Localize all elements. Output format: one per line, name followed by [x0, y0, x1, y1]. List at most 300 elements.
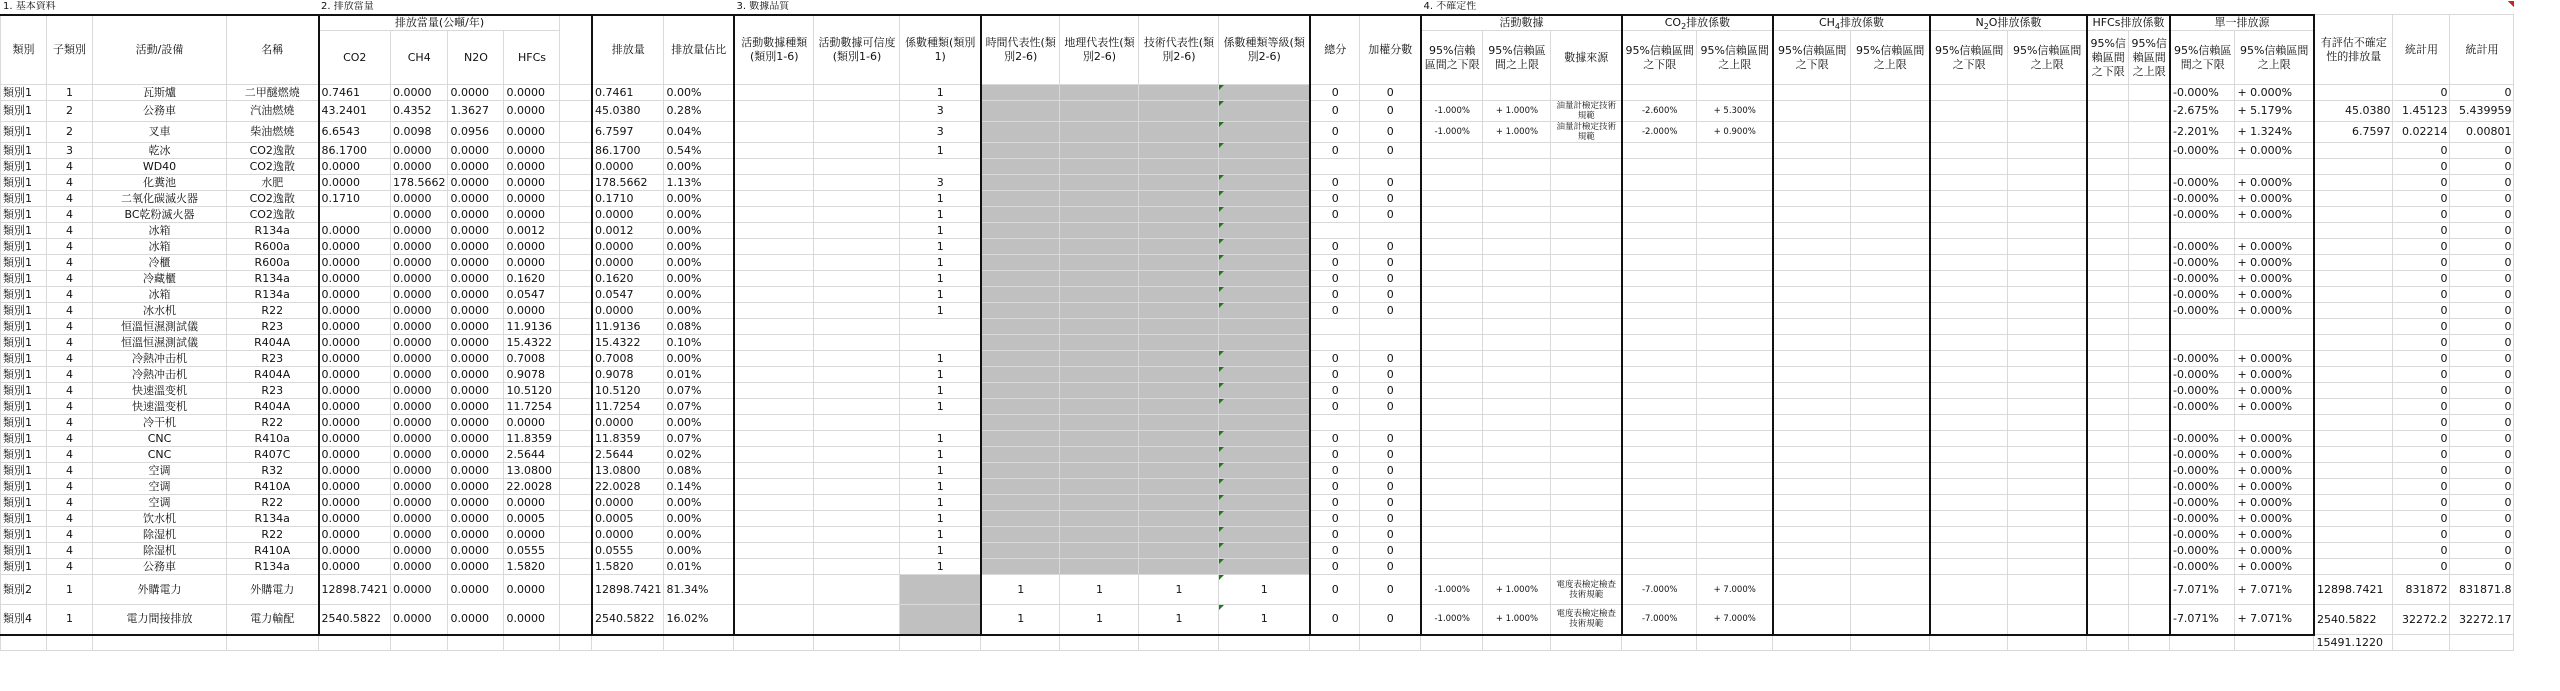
- cell-src[interactable]: [1551, 431, 1622, 447]
- cell-src[interactable]: [1551, 207, 1622, 223]
- empty-cell[interactable]: [2129, 85, 2170, 101]
- cell-fhi[interactable]: [1697, 319, 1773, 335]
- cell-shi[interactable]: + 0.000%: [2235, 559, 2314, 575]
- cell-sub[interactable]: 3: [47, 143, 93, 159]
- cell-factor-type[interactable]: 1: [900, 479, 981, 495]
- cell-sub[interactable]: 1: [47, 85, 93, 101]
- cell-total[interactable]: 0.0000: [592, 495, 664, 511]
- empty-cell[interactable]: [1930, 239, 2008, 255]
- empty-cell[interactable]: [1773, 239, 1851, 255]
- cell-ch4[interactable]: 0.0000: [390, 159, 448, 175]
- empty-cell[interactable]: [2087, 239, 2129, 255]
- cell-name[interactable]: R22: [227, 527, 319, 543]
- cell-lo[interactable]: [1421, 463, 1483, 479]
- cell-ch4[interactable]: 0.0000: [390, 605, 448, 635]
- empty-cell[interactable]: [1851, 605, 1930, 635]
- cell-flo[interactable]: [1622, 223, 1697, 239]
- cell-hfc[interactable]: 0.0000: [504, 255, 560, 271]
- cell-activity-type[interactable]: [734, 511, 814, 527]
- cell-s1[interactable]: 0: [2393, 143, 2450, 159]
- empty-cell[interactable]: [2087, 191, 2129, 207]
- cell-weighted[interactable]: 0: [1360, 431, 1421, 447]
- cell-score[interactable]: 0: [1310, 399, 1360, 415]
- empty-cell[interactable]: [2129, 559, 2170, 575]
- cell-flo[interactable]: [1622, 415, 1697, 431]
- cell-hi[interactable]: [1483, 175, 1551, 191]
- cell-act[interactable]: 快速溫变机: [93, 383, 227, 399]
- empty-cell[interactable]: [1851, 175, 1930, 191]
- cell-cat[interactable]: 類別1: [1, 511, 47, 527]
- cell-hi[interactable]: [1483, 415, 1551, 431]
- cell-ch4[interactable]: 0.0000: [390, 335, 448, 351]
- cell-sub[interactable]: 4: [47, 399, 93, 415]
- header-upper95[interactable]: 95%信賴區間之上限: [1851, 31, 1930, 85]
- empty-cell[interactable]: [1930, 431, 2008, 447]
- empty-cell[interactable]: [2129, 351, 2170, 367]
- cell-total[interactable]: 0.0000: [592, 159, 664, 175]
- cell-activity-type[interactable]: [734, 367, 814, 383]
- cell-fhi[interactable]: [1697, 255, 1773, 271]
- cell-src[interactable]: 油量計檢定技術規範: [1551, 101, 1622, 122]
- header-lower95[interactable]: 95%信賴區間之下限: [1773, 31, 1851, 85]
- gray-cell[interactable]: [1219, 207, 1310, 223]
- empty-cell[interactable]: [1851, 271, 1930, 287]
- cell-fhi[interactable]: [1697, 543, 1773, 559]
- cell-s1[interactable]: 0: [2393, 559, 2450, 575]
- footer-total[interactable]: 15491.1220: [2314, 635, 2393, 651]
- cell-sc[interactable]: 0: [1310, 605, 1360, 635]
- cell-flo[interactable]: -2.600%: [1622, 101, 1697, 122]
- cell-cat[interactable]: 類別4: [1, 605, 47, 635]
- gray-cell[interactable]: [1219, 383, 1310, 399]
- cell-sub[interactable]: 4: [47, 303, 93, 319]
- cell-ch4[interactable]: 0.0000: [390, 575, 448, 605]
- cell-shi[interactable]: + 0.000%: [2235, 287, 2314, 303]
- cell-hi[interactable]: [1483, 85, 1551, 101]
- cell-activity-trust[interactable]: [814, 319, 900, 335]
- cell-total[interactable]: 15.4322: [592, 335, 664, 351]
- cell-share[interactable]: 0.01%: [664, 367, 734, 383]
- cell-name[interactable]: R23: [227, 319, 319, 335]
- cell-cat[interactable]: 類別1: [1, 223, 47, 239]
- cell-n2o[interactable]: 0.0000: [448, 527, 504, 543]
- cell-co2[interactable]: 0.0000: [319, 383, 391, 399]
- cell-factor-type[interactable]: 1: [900, 559, 981, 575]
- header-co2[interactable]: CO2: [319, 31, 391, 85]
- empty-cell[interactable]: [1773, 271, 1851, 287]
- empty-cell[interactable]: [2087, 367, 2129, 383]
- cell-lo[interactable]: [1421, 543, 1483, 559]
- cell-name[interactable]: R410A: [227, 543, 319, 559]
- cell-co2[interactable]: 12898.7421: [319, 575, 391, 605]
- cell-s2[interactable]: 0: [2450, 479, 2514, 495]
- empty-cell[interactable]: [2087, 543, 2129, 559]
- cell-flo[interactable]: -7.000%: [1622, 575, 1697, 605]
- cell-co2[interactable]: 0.0000: [319, 543, 391, 559]
- cell-ch4[interactable]: 0.0000: [390, 191, 448, 207]
- cell-hi[interactable]: [1483, 159, 1551, 175]
- cell-activity-type[interactable]: [734, 319, 814, 335]
- empty-cell[interactable]: [2008, 255, 2087, 271]
- cell-share[interactable]: 0.00%: [664, 415, 734, 431]
- cell-name[interactable]: R134a: [227, 559, 319, 575]
- cell-name[interactable]: 柴油燃燒: [227, 122, 319, 143]
- cell-ev[interactable]: [2314, 85, 2393, 101]
- empty-cell[interactable]: [2129, 159, 2170, 175]
- cell-score[interactable]: 0: [1310, 511, 1360, 527]
- cell-flo[interactable]: [1622, 543, 1697, 559]
- cell-cat[interactable]: 類別1: [1, 415, 47, 431]
- cell-hfc[interactable]: 0.0547: [504, 287, 560, 303]
- empty-cell[interactable]: [319, 635, 391, 651]
- empty-cell[interactable]: [2087, 383, 2129, 399]
- cell-co2[interactable]: 0.0000: [319, 159, 391, 175]
- cell-score[interactable]: 0: [1310, 287, 1360, 303]
- cell-cat[interactable]: 類別1: [1, 287, 47, 303]
- cell-s1[interactable]: 831872: [2393, 575, 2450, 605]
- header-stat1[interactable]: 統計用: [2393, 15, 2450, 85]
- cell-ch4[interactable]: 0.0000: [390, 399, 448, 415]
- cell-s2[interactable]: 0: [2450, 351, 2514, 367]
- gray-cell[interactable]: [1139, 415, 1219, 431]
- cell-hfc[interactable]: 0.0555: [504, 543, 560, 559]
- cell-slo[interactable]: -0.000%: [2170, 175, 2235, 191]
- cell-sub[interactable]: 4: [47, 159, 93, 175]
- gray-cell[interactable]: [1139, 271, 1219, 287]
- cell-total[interactable]: 0.0547: [592, 287, 664, 303]
- cell-factor-type[interactable]: [900, 319, 981, 335]
- cell-n2o[interactable]: 0.0956: [448, 122, 504, 143]
- cell-flo[interactable]: [1622, 463, 1697, 479]
- cell-ev[interactable]: [2314, 159, 2393, 175]
- empty-cell[interactable]: [734, 635, 814, 651]
- empty-cell[interactable]: [1773, 122, 1851, 143]
- cell-n2o[interactable]: 0.0000: [448, 255, 504, 271]
- empty-cell[interactable]: [1930, 351, 2008, 367]
- cell-activity-type[interactable]: [734, 559, 814, 575]
- cell-fhi[interactable]: + 7.000%: [1697, 575, 1773, 605]
- cell-factor-type[interactable]: 1: [900, 495, 981, 511]
- empty-cell[interactable]: [1930, 223, 2008, 239]
- cell-s2[interactable]: 0: [2450, 415, 2514, 431]
- cell-act[interactable]: BC乾粉滅火器: [93, 207, 227, 223]
- empty-cell[interactable]: [2008, 399, 2087, 415]
- cell-fhi[interactable]: [1697, 495, 1773, 511]
- cell-co2[interactable]: 0.1710: [319, 191, 391, 207]
- empty-cell[interactable]: [560, 559, 592, 575]
- cell-n2o[interactable]: 0.0000: [448, 191, 504, 207]
- cell-score[interactable]: 0: [1310, 101, 1360, 122]
- empty-cell[interactable]: [560, 495, 592, 511]
- empty-cell[interactable]: [814, 635, 900, 651]
- cell-slo[interactable]: -0.000%: [2170, 239, 2235, 255]
- cell-ch4[interactable]: 0.0000: [390, 143, 448, 159]
- gray-cell[interactable]: [981, 122, 1060, 143]
- cell-ch4[interactable]: 0.0000: [390, 559, 448, 575]
- cell-ev[interactable]: [2314, 399, 2393, 415]
- cell-s2[interactable]: 0: [2450, 319, 2514, 335]
- empty-cell[interactable]: [1773, 143, 1851, 159]
- gray-cell[interactable]: [1060, 175, 1139, 191]
- gray-cell[interactable]: [981, 431, 1060, 447]
- cell-lo[interactable]: [1421, 511, 1483, 527]
- cell-total[interactable]: 0.0555: [592, 543, 664, 559]
- cell-act[interactable]: WD40: [93, 159, 227, 175]
- empty-cell[interactable]: [560, 191, 592, 207]
- empty-cell[interactable]: [560, 271, 592, 287]
- gray-cell[interactable]: [981, 495, 1060, 511]
- cell-total[interactable]: 0.1620: [592, 271, 664, 287]
- header-ch4-factor[interactable]: [1773, 15, 1930, 31]
- cell-total[interactable]: 6.7597: [592, 122, 664, 143]
- gray-cell[interactable]: [1060, 303, 1139, 319]
- gray-cell[interactable]: [981, 351, 1060, 367]
- gray-cell[interactable]: [1060, 319, 1139, 335]
- empty-cell[interactable]: [560, 447, 592, 463]
- empty-cell[interactable]: [2129, 635, 2170, 651]
- cell-factor-type[interactable]: 1: [900, 255, 981, 271]
- cell-n2o[interactable]: 1.3627: [448, 101, 504, 122]
- gray-cell[interactable]: [1219, 335, 1310, 351]
- cell-name[interactable]: R134a: [227, 511, 319, 527]
- cell-cat[interactable]: 類別1: [1, 207, 47, 223]
- empty-cell[interactable]: [1851, 319, 1930, 335]
- cell-shi[interactable]: + 7.071%: [2235, 575, 2314, 605]
- header-upper95[interactable]: 95%信賴區間之上限: [1697, 31, 1773, 85]
- cell-slo[interactable]: -0.000%: [2170, 271, 2235, 287]
- empty-cell[interactable]: [2087, 255, 2129, 271]
- cell-src[interactable]: 油量計檢定技術規範: [1551, 122, 1622, 143]
- empty-cell[interactable]: [1930, 383, 2008, 399]
- cell-share[interactable]: 0.14%: [664, 479, 734, 495]
- cell-factor-type[interactable]: 1: [900, 207, 981, 223]
- gray-cell[interactable]: [1219, 271, 1310, 287]
- cell-hi[interactable]: [1483, 511, 1551, 527]
- cell-flo[interactable]: [1622, 447, 1697, 463]
- cell-cat[interactable]: 類別1: [1, 239, 47, 255]
- cell-slo[interactable]: -0.000%: [2170, 543, 2235, 559]
- cell-flo[interactable]: [1622, 271, 1697, 287]
- cell-act[interactable]: 冷藏櫃: [93, 271, 227, 287]
- cell-ch4[interactable]: 0.0000: [390, 287, 448, 303]
- empty-cell[interactable]: [560, 431, 592, 447]
- empty-cell[interactable]: [1773, 367, 1851, 383]
- empty-cell[interactable]: [2008, 85, 2087, 101]
- cell-activity-type[interactable]: [734, 431, 814, 447]
- empty-cell[interactable]: [1851, 635, 1930, 651]
- gray-cell[interactable]: [1139, 159, 1219, 175]
- empty-cell[interactable]: [1851, 399, 1930, 415]
- cell-slo[interactable]: -0.000%: [2170, 447, 2235, 463]
- gray-cell[interactable]: [981, 303, 1060, 319]
- gray-cell[interactable]: [1139, 479, 1219, 495]
- empty-cell[interactable]: [1851, 559, 1930, 575]
- empty-cell[interactable]: [2129, 479, 2170, 495]
- cell-fhi[interactable]: [1697, 527, 1773, 543]
- empty-cell[interactable]: [1930, 447, 2008, 463]
- cell-slo[interactable]: -0.000%: [2170, 191, 2235, 207]
- cell-s1[interactable]: 0: [2393, 415, 2450, 431]
- empty-cell[interactable]: [2008, 101, 2087, 122]
- gray-cell[interactable]: [1219, 479, 1310, 495]
- cell-flo[interactable]: [1622, 431, 1697, 447]
- cell-s2[interactable]: 0: [2450, 239, 2514, 255]
- cell-src[interactable]: [1551, 383, 1622, 399]
- empty-cell[interactable]: [2087, 271, 2129, 287]
- cell-lo[interactable]: [1421, 223, 1483, 239]
- cell-hfc[interactable]: 13.0800: [504, 463, 560, 479]
- cell-ev[interactable]: [2314, 271, 2393, 287]
- header-co2-factor[interactable]: [1622, 15, 1773, 31]
- cell-factor-type[interactable]: [900, 335, 981, 351]
- empty-cell[interactable]: [1773, 207, 1851, 223]
- cell-fhi[interactable]: [1697, 479, 1773, 495]
- cell-lo[interactable]: [1421, 143, 1483, 159]
- empty-cell[interactable]: [1930, 191, 2008, 207]
- cell-name[interactable]: 外購電力: [227, 575, 319, 605]
- cell-s2[interactable]: 0: [2450, 399, 2514, 415]
- cell-weighted[interactable]: 0: [1360, 207, 1421, 223]
- cell-share[interactable]: 0.00%: [664, 303, 734, 319]
- cell-activity-trust[interactable]: [814, 543, 900, 559]
- empty-cell[interactable]: [1930, 319, 2008, 335]
- gray-cell[interactable]: [900, 575, 981, 605]
- cell-hfc[interactable]: 0.0000: [504, 527, 560, 543]
- cell-src[interactable]: [1551, 415, 1622, 431]
- empty-cell[interactable]: [1773, 605, 1851, 635]
- empty-cell[interactable]: [1930, 287, 2008, 303]
- empty-cell[interactable]: [1930, 511, 2008, 527]
- cell-hfc[interactable]: 10.5120: [504, 383, 560, 399]
- cell-weighted[interactable]: [1360, 223, 1421, 239]
- cell-activity-trust[interactable]: [814, 399, 900, 415]
- empty-cell[interactable]: [664, 635, 734, 651]
- cell-time[interactable]: 1: [981, 605, 1060, 635]
- cell-name[interactable]: R32: [227, 463, 319, 479]
- cell-hfc[interactable]: 0.0000: [504, 239, 560, 255]
- cell-cat[interactable]: 類別1: [1, 447, 47, 463]
- cell-s1[interactable]: 32272.2: [2393, 605, 2450, 635]
- cell-total[interactable]: 0.1710: [592, 191, 664, 207]
- gray-cell[interactable]: [1139, 383, 1219, 399]
- cell-lo[interactable]: [1421, 303, 1483, 319]
- empty-cell[interactable]: [1773, 415, 1851, 431]
- empty-cell[interactable]: [2087, 101, 2129, 122]
- cell-co2[interactable]: 0.0000: [319, 335, 391, 351]
- empty-cell[interactable]: [1421, 635, 1483, 651]
- cell-sub[interactable]: 4: [47, 271, 93, 287]
- cell-factor-type[interactable]: 1: [900, 239, 981, 255]
- cell-name[interactable]: R22: [227, 415, 319, 431]
- cell-co2[interactable]: 0.0000: [319, 367, 391, 383]
- cell-ev[interactable]: [2314, 175, 2393, 191]
- gray-cell[interactable]: [1219, 415, 1310, 431]
- gray-cell[interactable]: [981, 255, 1060, 271]
- cell-activity-type[interactable]: [734, 575, 814, 605]
- cell-fhi[interactable]: [1697, 511, 1773, 527]
- cell-src[interactable]: [1551, 399, 1622, 415]
- cell-slo[interactable]: -7.071%: [2170, 605, 2235, 635]
- cell-name[interactable]: R23: [227, 383, 319, 399]
- gray-cell[interactable]: [981, 207, 1060, 223]
- empty-cell[interactable]: [2008, 511, 2087, 527]
- cell-src[interactable]: [1551, 191, 1622, 207]
- cell-level[interactable]: 1: [1219, 575, 1310, 605]
- cell-lo[interactable]: [1421, 351, 1483, 367]
- empty-cell[interactable]: [1551, 635, 1622, 651]
- gray-cell[interactable]: [1060, 271, 1139, 287]
- empty-cell[interactable]: [2087, 495, 2129, 511]
- cell-slo[interactable]: [2170, 223, 2235, 239]
- cell-score[interactable]: 0: [1310, 122, 1360, 143]
- cell-shi[interactable]: + 0.000%: [2235, 271, 2314, 287]
- gray-cell[interactable]: [1139, 463, 1219, 479]
- cell-activity-type[interactable]: [734, 159, 814, 175]
- empty-cell[interactable]: [2008, 335, 2087, 351]
- gray-cell[interactable]: [1139, 319, 1219, 335]
- cell-activity-trust[interactable]: [814, 223, 900, 239]
- header-emission-group[interactable]: 排放當量(公噸/年): [319, 15, 560, 31]
- cell-ch4[interactable]: 0.0000: [390, 527, 448, 543]
- section-basic[interactable]: 1. 基本資料: [1, 1, 319, 15]
- gray-cell[interactable]: [1219, 122, 1310, 143]
- cell-act[interactable]: 空调: [93, 479, 227, 495]
- empty-cell[interactable]: [1851, 303, 1930, 319]
- empty-cell[interactable]: [560, 399, 592, 415]
- cell-shi[interactable]: [2235, 415, 2314, 431]
- cell-factor-type[interactable]: [900, 415, 981, 431]
- cell-lo[interactable]: [1421, 447, 1483, 463]
- cell-score[interactable]: 0: [1310, 463, 1360, 479]
- empty-cell[interactable]: [1930, 85, 2008, 101]
- empty-cell[interactable]: [2129, 399, 2170, 415]
- gray-cell[interactable]: [1139, 255, 1219, 271]
- header-tech-rep[interactable]: 技術代表性(類別2-6): [1139, 15, 1219, 85]
- cell-ch4[interactable]: 0.0000: [390, 85, 448, 101]
- header-lower95[interactable]: 95%信賴區間之下限: [2087, 31, 2129, 85]
- empty-cell[interactable]: [560, 159, 592, 175]
- cell-s1[interactable]: 0: [2393, 319, 2450, 335]
- gray-cell[interactable]: [1060, 223, 1139, 239]
- cell-co2[interactable]: 0.0000: [319, 255, 391, 271]
- cell-hi[interactable]: [1483, 239, 1551, 255]
- gray-cell[interactable]: [1060, 559, 1139, 575]
- cell-activity-trust[interactable]: [814, 122, 900, 143]
- cell-flo[interactable]: -7.000%: [1622, 605, 1697, 635]
- cell-hi[interactable]: [1483, 255, 1551, 271]
- cell-activity-trust[interactable]: [814, 335, 900, 351]
- cell-sub[interactable]: 1: [47, 575, 93, 605]
- empty-cell[interactable]: [2129, 543, 2170, 559]
- cell-share[interactable]: 0.54%: [664, 143, 734, 159]
- cell-share[interactable]: 0.07%: [664, 431, 734, 447]
- cell-src[interactable]: 電度表檢定檢查技術規範: [1551, 575, 1622, 605]
- cell-slo[interactable]: -7.071%: [2170, 575, 2235, 605]
- empty-cell[interactable]: [1773, 559, 1851, 575]
- cell-s2[interactable]: 0: [2450, 495, 2514, 511]
- empty-cell[interactable]: [1851, 495, 1930, 511]
- empty-cell[interactable]: [1773, 527, 1851, 543]
- empty-cell[interactable]: [560, 143, 592, 159]
- cell-act[interactable]: 除湿机: [93, 527, 227, 543]
- cell-activity-type[interactable]: [734, 479, 814, 495]
- empty-cell[interactable]: [1773, 351, 1851, 367]
- cell-s2[interactable]: 0: [2450, 191, 2514, 207]
- gray-cell[interactable]: [981, 415, 1060, 431]
- cell-activity-trust[interactable]: [814, 191, 900, 207]
- cell-n2o[interactable]: 0.0000: [448, 175, 504, 191]
- cell-sub[interactable]: 4: [47, 207, 93, 223]
